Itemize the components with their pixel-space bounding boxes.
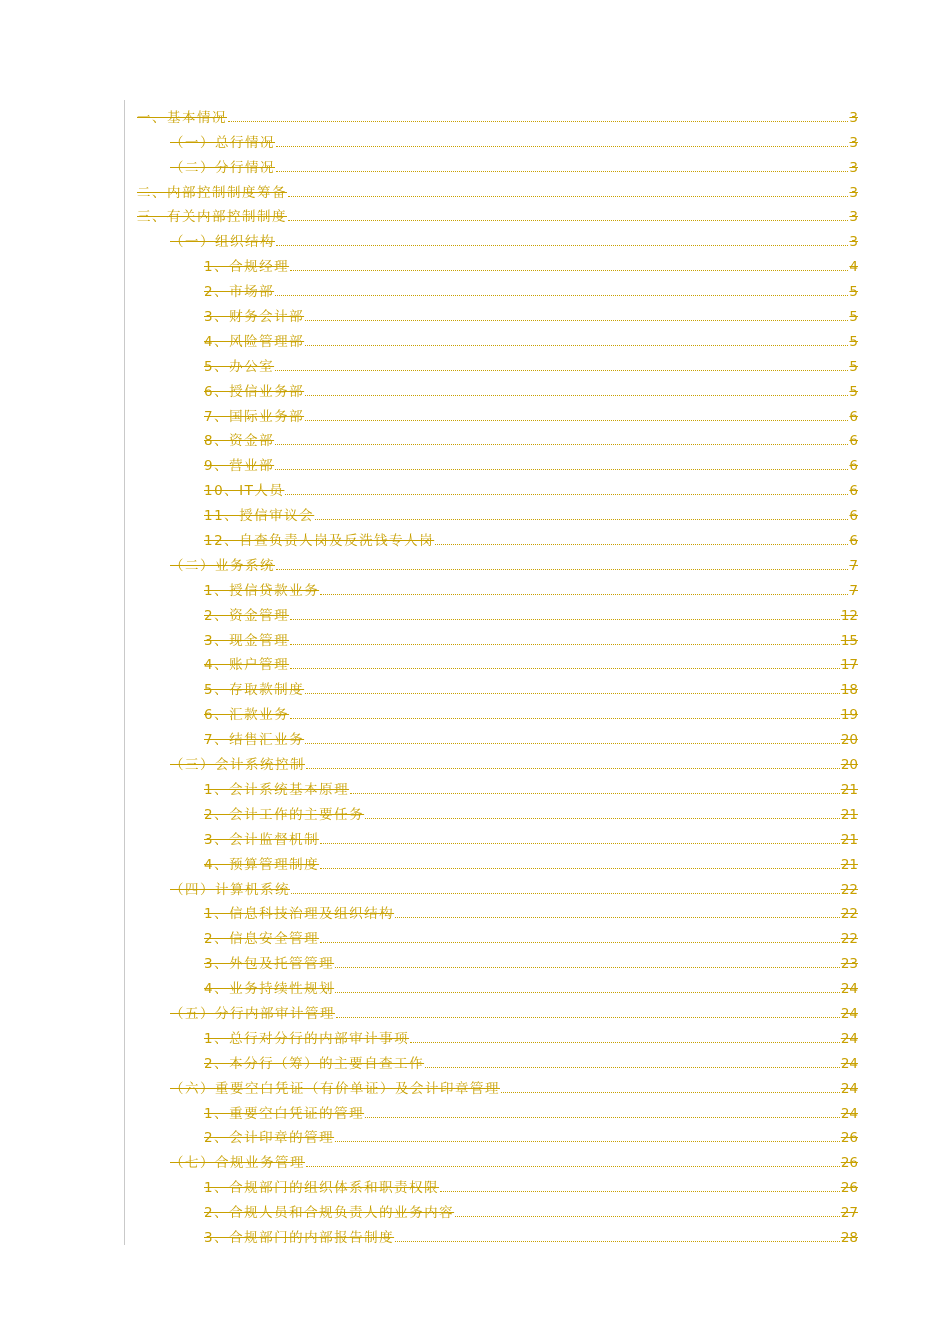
toc-entry[interactable]: [137, 1171, 858, 1196]
toc-dot-leader: [435, 543, 848, 545]
toc-dot-leader: [455, 1215, 840, 1217]
toc-dot-leader: [290, 667, 840, 669]
toc-entry[interactable]: [137, 773, 858, 798]
toc-entry-page-number: 6: [849, 533, 858, 550]
toc-entry-title: 6、授信业务部: [204, 383, 305, 400]
toc-dot-leader: [320, 593, 848, 595]
toc-entry-page-number: 24: [840, 1105, 858, 1122]
toc-entry-title: 6、汇款业务: [204, 707, 290, 724]
toc-entry[interactable]: [137, 1047, 858, 1072]
toc-entry-page-number: 5: [849, 309, 858, 326]
toc-entry-title: （四）计算机系统: [170, 881, 290, 898]
toc-dot-leader: [305, 319, 848, 321]
toc-dot-leader: [290, 717, 840, 719]
toc-entry-page-number: 6: [849, 483, 858, 500]
toc-entry-title: 1、授信贷款业务: [204, 582, 320, 599]
toc-dot-leader: [276, 170, 848, 172]
toc-dot-leader: [306, 1165, 840, 1167]
toc-entry-page-number: 24: [840, 1055, 858, 1072]
page-margin-line: [124, 100, 125, 1245]
toc-dot-leader: [350, 792, 840, 794]
toc-entry-page-number: 5: [849, 358, 858, 375]
toc-entry-page-number: 21: [840, 781, 858, 798]
toc-entry-title: （三）会计系统控制: [170, 757, 305, 774]
toc-entry-page-number: 12: [840, 607, 858, 624]
toc-entry-page-number: 5: [849, 284, 858, 301]
toc-entry[interactable]: [137, 225, 858, 250]
toc-entry-page-number: 6: [849, 433, 858, 450]
toc-dot-leader: [320, 867, 840, 869]
toc-entry[interactable]: [137, 574, 858, 599]
toc-entry-title: （一）总行情况: [170, 134, 275, 151]
toc-entry-page-number: 19: [840, 707, 858, 724]
toc-entry[interactable]: [137, 250, 858, 275]
toc-dot-leader: [335, 991, 840, 993]
toc-entry[interactable]: [137, 723, 858, 748]
toc-entry[interactable]: [137, 201, 858, 226]
toc-entry-page-number: 28: [840, 1229, 858, 1246]
toc-entry-page-number: 24: [840, 1030, 858, 1047]
toc-entry-title: （五）分行内部审计管理: [170, 1005, 335, 1022]
toc-entry-title: 5、存取款制度: [204, 682, 305, 699]
toc-entry-title: 4、业务持续性规划: [204, 981, 335, 998]
toc-entry-page-number: 17: [840, 657, 858, 674]
toc-entry[interactable]: [137, 823, 858, 848]
toc-entry[interactable]: [137, 325, 858, 350]
toc-entry-page-number: 20: [840, 732, 858, 749]
toc-entry-page-number: 21: [840, 806, 858, 823]
toc-entry[interactable]: [137, 873, 858, 898]
toc-entry-title: 1、合规部门的组织体系和职责权限: [204, 1180, 440, 1197]
toc-entry-title: 4、预算管理制度: [204, 856, 320, 873]
toc-entry-title: 三、有关内部控制制度: [137, 209, 287, 226]
toc-entry-page-number: 3: [849, 159, 858, 176]
toc-entry-title: 12、自查负责人岗及反洗钱专人岗: [204, 533, 435, 550]
toc-dot-leader: [305, 344, 848, 346]
toc-entry-title: 3、财务会计部: [204, 309, 305, 326]
toc-entry-page-number: 5: [849, 383, 858, 400]
toc-entry[interactable]: [137, 1122, 858, 1147]
toc-entry[interactable]: [137, 947, 858, 972]
toc-dot-leader: [395, 916, 840, 918]
toc-entry-title: 4、风险管理部: [204, 333, 305, 350]
toc-entry-title: 2、资金管理: [204, 607, 290, 624]
toc-entry-title: 二、内部控制制度筹备: [137, 184, 287, 201]
toc-entry-title: 1、合规经理: [204, 259, 290, 276]
toc-dot-leader: [365, 1116, 840, 1118]
toc-dot-leader: [306, 767, 840, 769]
toc-dot-leader: [365, 817, 840, 819]
toc-dot-leader: [276, 145, 848, 147]
toc-dot-leader: [276, 568, 848, 570]
toc-entry-title: 7、结售汇业务: [204, 732, 305, 749]
toc-entry-page-number: 21: [840, 831, 858, 848]
toc-dot-leader: [335, 1140, 840, 1142]
toc-dot-leader: [276, 244, 848, 246]
toc-entry-page-number: 18: [840, 682, 858, 699]
toc-entry[interactable]: [137, 126, 858, 151]
toc-dot-leader: [305, 742, 840, 744]
toc-entry[interactable]: [137, 101, 858, 126]
toc-entry[interactable]: [137, 375, 858, 400]
toc-entry-page-number: 24: [840, 1005, 858, 1022]
toc-entry-page-number: 6: [849, 458, 858, 475]
toc-entry[interactable]: [137, 449, 858, 474]
toc-entry[interactable]: [137, 499, 858, 524]
toc-dot-leader: [275, 468, 848, 470]
toc-entry-title: 2、信息安全管理: [204, 931, 320, 948]
toc-entry-title: 1、信息科技治理及组织结构: [204, 906, 395, 923]
toc-entry-title: 3、合规部门的内部报告制度: [204, 1229, 395, 1246]
toc-dot-leader: [410, 1041, 840, 1043]
toc-entry-title: 1、总行对分行的内部审计事项: [204, 1030, 410, 1047]
toc-entry-title: （二）分行情况: [170, 159, 275, 176]
toc-entry[interactable]: [137, 848, 858, 873]
toc-entry-page-number: 4: [849, 259, 858, 276]
toc-entry-page-number: 22: [840, 931, 858, 948]
toc-entry[interactable]: [137, 748, 858, 773]
toc-dot-leader: [275, 443, 848, 445]
table-of-contents: [137, 101, 858, 1246]
toc-dot-leader: [290, 618, 840, 620]
toc-dot-leader: [291, 892, 840, 894]
toc-entry[interactable]: [137, 1022, 858, 1047]
toc-entry-page-number: 6: [849, 408, 858, 425]
toc-entry-title: 2、会计印章的管理: [204, 1130, 335, 1147]
toc-entry-page-number: 26: [840, 1155, 858, 1172]
toc-dot-leader: [501, 1091, 840, 1093]
toc-entry-page-number: 3: [849, 209, 858, 226]
toc-entry-page-number: 3: [849, 134, 858, 151]
toc-entry-page-number: 3: [849, 109, 858, 126]
toc-entry-title: 2、本分行（筹）的主要自查工作: [204, 1055, 425, 1072]
toc-entry[interactable]: [137, 275, 858, 300]
toc-dot-leader: [315, 518, 848, 520]
toc-entry-title: 2、市场部: [204, 284, 275, 301]
toc-entry-page-number: 20: [840, 757, 858, 774]
toc-entry-page-number: 7: [849, 582, 858, 599]
toc-entry-title: 2、会计工作的主要任务: [204, 806, 365, 823]
toc-entry-page-number: 15: [840, 632, 858, 649]
toc-entry-title: 8、资金部: [204, 433, 275, 450]
toc-entry-page-number: 24: [840, 981, 858, 998]
toc-entry-title: 11、授信审议会: [204, 508, 315, 525]
toc-dot-leader: [425, 1066, 840, 1068]
toc-entry[interactable]: [137, 599, 858, 624]
toc-dot-leader: [305, 394, 848, 396]
toc-entry-page-number: 26: [840, 1130, 858, 1147]
toc-dot-leader: [305, 692, 840, 694]
toc-dot-leader: [320, 842, 840, 844]
toc-dot-leader: [275, 369, 848, 371]
toc-entry-title: 3、会计监督机制: [204, 831, 320, 848]
toc-entry[interactable]: [137, 898, 858, 923]
toc-entry-page-number: 3: [849, 184, 858, 201]
toc-entry-page-number: 22: [840, 881, 858, 898]
toc-entry-page-number: 21: [840, 856, 858, 873]
toc-dot-leader: [440, 1190, 840, 1192]
toc-entry[interactable]: [137, 922, 858, 947]
toc-entry[interactable]: [137, 798, 858, 823]
toc-entry[interactable]: [137, 400, 858, 425]
toc-dot-leader: [288, 195, 848, 197]
toc-entry-title: 7、国际业务部: [204, 408, 305, 425]
toc-entry-title: 4、账户管理: [204, 657, 290, 674]
toc-entry[interactable]: [137, 524, 858, 549]
toc-entry-page-number: 5: [849, 333, 858, 350]
toc-entry-title: （六）重要空白凭证（有价单证）及会计印章管理: [170, 1080, 500, 1097]
toc-entry-title: （二）业务系统: [170, 557, 275, 574]
toc-dot-leader: [285, 493, 848, 495]
toc-entry[interactable]: [137, 972, 858, 997]
toc-entry-title: 2、合规人员和合规负责人的业务内容: [204, 1205, 455, 1222]
toc-entry-page-number: 6: [849, 508, 858, 525]
toc-entry[interactable]: [137, 649, 858, 674]
toc-entry[interactable]: [137, 997, 858, 1022]
toc-entry-title: 一、基本情况: [137, 109, 227, 126]
toc-entry-title: 9、营业部: [204, 458, 275, 475]
toc-entry-title: 3、现金管理: [204, 632, 290, 649]
toc-entry-title: （一）组织结构: [170, 234, 275, 251]
toc-entry[interactable]: [137, 549, 858, 574]
toc-dot-leader: [275, 294, 848, 296]
toc-dot-leader: [228, 120, 848, 122]
toc-entry[interactable]: [137, 1072, 858, 1097]
toc-dot-leader: [290, 643, 840, 645]
toc-dot-leader: [320, 941, 840, 943]
toc-dot-leader: [305, 419, 848, 421]
toc-dot-leader: [395, 1240, 840, 1242]
toc-entry-title: 1、会计系统基本原理: [204, 781, 350, 798]
toc-entry-title: 1、重要空白凭证的管理: [204, 1105, 365, 1122]
toc-entry-page-number: 27: [840, 1205, 858, 1222]
toc-entry[interactable]: [137, 300, 858, 325]
toc-entry-title: 3、外包及托管管理: [204, 956, 335, 973]
toc-entry-title: （七）合规业务管理: [170, 1155, 305, 1172]
toc-dot-leader: [335, 966, 840, 968]
toc-entry[interactable]: [137, 1196, 858, 1221]
toc-entry[interactable]: [137, 1097, 858, 1122]
toc-dot-leader: [336, 1016, 840, 1018]
toc-entry[interactable]: [137, 176, 858, 201]
toc-entry[interactable]: [137, 673, 858, 698]
toc-entry[interactable]: [137, 151, 858, 176]
toc-dot-leader: [290, 269, 848, 271]
toc-entry-title: 10、IT人员: [204, 483, 285, 500]
toc-entry[interactable]: [137, 474, 858, 499]
toc-entry[interactable]: [137, 350, 858, 375]
toc-entry-page-number: 24: [840, 1080, 858, 1097]
toc-entry-page-number: 23: [840, 956, 858, 973]
toc-entry[interactable]: [137, 698, 858, 723]
toc-dot-leader: [288, 219, 848, 221]
toc-entry-page-number: 26: [840, 1180, 858, 1197]
toc-entry[interactable]: [137, 1146, 858, 1171]
toc-entry[interactable]: [137, 624, 858, 649]
toc-entry-page-number: 22: [840, 906, 858, 923]
toc-entry[interactable]: [137, 1221, 858, 1246]
toc-entry-page-number: 7: [849, 557, 858, 574]
toc-entry[interactable]: [137, 425, 858, 450]
toc-entry-page-number: 3: [849, 234, 858, 251]
toc-entry-title: 5、办公室: [204, 358, 275, 375]
